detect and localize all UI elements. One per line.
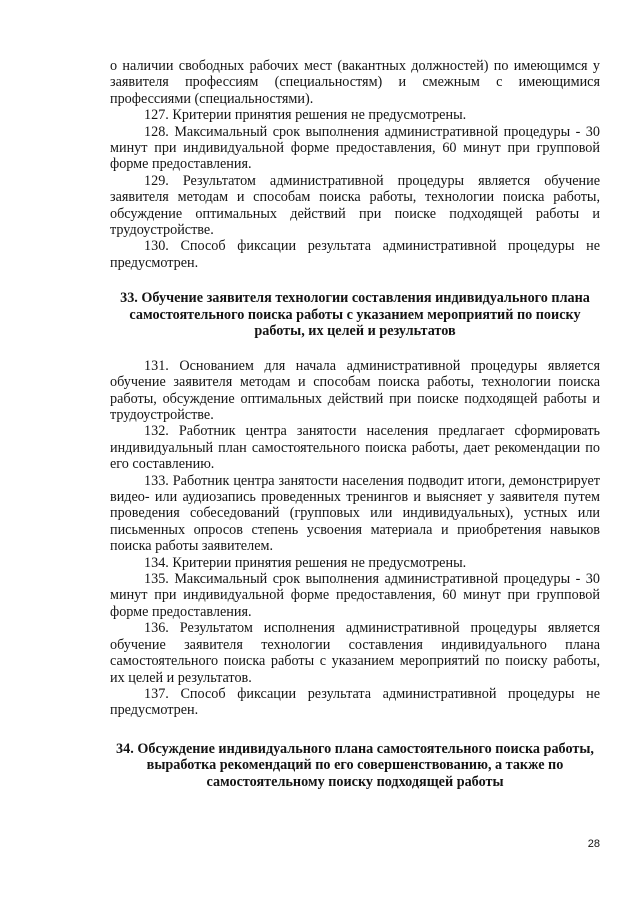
paragraph-p127: 127. Критерии принятия решения не предусмотрены. [144, 107, 467, 124]
section-heading-33: 33. Обучение заявителя технологии составления индивидуального плана самостоятельного поиска работы с указанием мероприятий по поиску работы, их целей и результатов [120, 290, 590, 340]
paragraph-p131: 131. Основанием для начала административной процедуры является обучение заявителя методам и способам поиска работы, технологии поиска работы, обсуждение оптимальных действий при поиске подходящей работы и трудоустройстве. [110, 357, 600, 423]
paragraphs-mid [110, 358, 600, 719]
paragraphs-top [110, 58, 600, 271]
paragraph-p128: 128. Максимальный срок выполнения административной процедуры - 30 минут при индивидуальной форме предоставления, 60 минут при групповой форме предоставления. [110, 123, 600, 173]
paragraph-p137: 137. Способ фиксации результата административной процедуры не предусмотрен. [110, 685, 600, 719]
paragraph-p129: 129. Результатом административной процедуры является обучение заявителя методам и способам поиска работы, технологии поиска работы, обсуждение оптимальных действий при поиске подходящей работы и трудоустройстве. [110, 172, 600, 239]
section-heading-34: 34. Обсуждение индивидуального плана самостоятельного поиска работы, выработка рекомендаций по его совершенствованию, а также по самостоятельному поиску подходящей работы [116, 740, 594, 790]
page-number: 28 [587, 838, 600, 850]
paragraph-p132: 132. Работник центра занятости населения предлагает сформировать индивидуальный план самостоятельного поиска работы, дает рекомендации по его составлению. [110, 423, 600, 473]
paragraph-p126_cont: о наличии свободных рабочих мест (вакантных должностей) по имеющимся у заявителя профессиям (специальностям) и смежным с имеющимися профессиями (специальностями). [110, 58, 600, 107]
paragraph-p133: 133. Работник центра занятости населения подводит итоги, демонстрирует видео- или аудиозапись проведенных тренингов и выясняет у заявителя путем проведения собеседований (групповых или индивидуальных), устных или письменных опросов степень усвоения материала и приобретения навыков поиска работы заявителем. [110, 472, 600, 555]
paragraph-p134: 134. Критерии принятия решения не предусмотрены. [144, 554, 467, 571]
paragraph-p130: 130. Способ фиксации результата административной процедуры не предусмотрен. [110, 238, 600, 271]
paragraph-p135: 135. Максимальный срок выполнения административной процедуры - 30 минут при индивидуальной форме предоставления, 60 минут при групповой форме предоставления. [110, 571, 600, 620]
paragraph-p136: 136. Результатом исполнения административной процедуры является обучение заявителя технологии составления индивидуального плана самостоятельного поиска работы с указанием мероприятий по поиску работы, их целей и результатов. [110, 620, 600, 686]
